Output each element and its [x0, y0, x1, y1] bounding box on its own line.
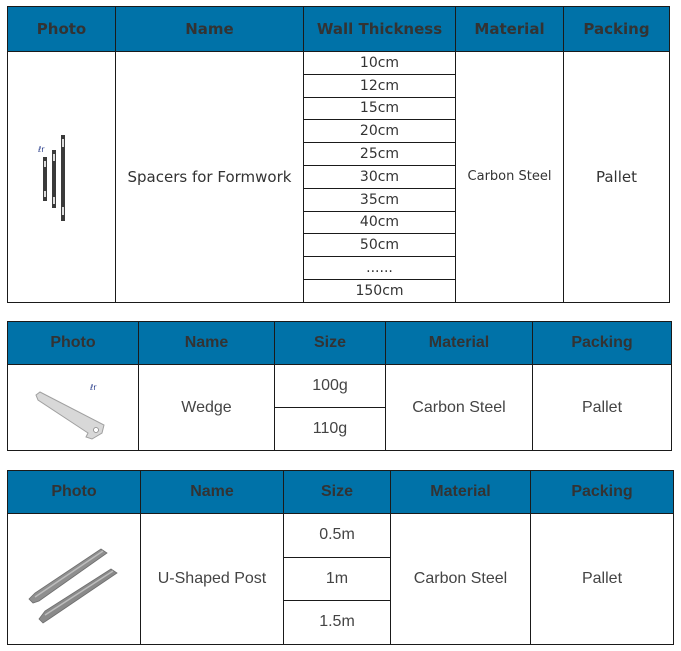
- size-cell: 12cm: [304, 74, 456, 97]
- size-cell: 30cm: [304, 165, 456, 188]
- product-name: Wedge: [139, 365, 275, 451]
- size-cell: ......: [304, 257, 456, 280]
- packing-cell: Pallet: [564, 52, 670, 303]
- photo-cell: [8, 365, 139, 451]
- spacers-table: [7, 6, 670, 303]
- table-header-row: [8, 471, 674, 514]
- svg-text:ℓr: ℓr: [90, 382, 97, 392]
- table-header-row: [8, 322, 672, 365]
- header-size: Size: [275, 322, 386, 365]
- wedge-image: [28, 373, 118, 443]
- size-cell: 1m: [284, 557, 391, 601]
- header-packing: Packing: [564, 7, 670, 52]
- header-photo: Photo: [8, 471, 141, 514]
- header-name: Name: [141, 471, 284, 514]
- header-material: Material: [391, 471, 531, 514]
- header-photo: Photo: [8, 322, 139, 365]
- header-material: Material: [456, 7, 564, 52]
- header-wall-thickness: Wall Thickness: [304, 7, 456, 52]
- header-size: Size: [284, 471, 391, 514]
- svg-text:ℓr: ℓr: [37, 144, 45, 154]
- size-cell: 40cm: [304, 211, 456, 234]
- header-packing: Packing: [533, 322, 672, 365]
- photo-cell: [8, 52, 116, 303]
- photo-cell: [8, 514, 141, 645]
- size-cell: 110g: [275, 408, 386, 451]
- size-cell: 20cm: [304, 120, 456, 143]
- product-name: U-Shaped Post: [141, 514, 284, 645]
- table-row: [8, 52, 670, 75]
- table-row: [8, 514, 674, 558]
- size-cell: 15cm: [304, 97, 456, 120]
- size-cell: 1.5m: [284, 601, 391, 645]
- u-shaped-post-image: [19, 529, 129, 629]
- header-photo: Photo: [8, 7, 116, 52]
- material-cell: Carbon Steel: [456, 52, 564, 303]
- header-material: Material: [386, 322, 533, 365]
- size-cell: 25cm: [304, 143, 456, 166]
- material-cell: Carbon Steel: [386, 365, 533, 451]
- size-cell: 100g: [275, 365, 386, 408]
- table-header-row: [8, 7, 670, 52]
- header-packing: Packing: [531, 471, 674, 514]
- table-row: [8, 365, 672, 408]
- size-cell: 150cm: [304, 279, 456, 302]
- product-name: Spacers for Formwork: [116, 52, 304, 303]
- spacer-bars-image: [32, 127, 92, 227]
- header-name: Name: [139, 322, 275, 365]
- material-cell: Carbon Steel: [391, 514, 531, 645]
- size-cell: 35cm: [304, 188, 456, 211]
- size-cell: 0.5m: [284, 514, 391, 558]
- packing-cell: Pallet: [531, 514, 674, 645]
- u-shaped-post-table: [7, 470, 674, 645]
- size-cell: 10cm: [304, 52, 456, 75]
- header-name: Name: [116, 7, 304, 52]
- size-cell: 50cm: [304, 234, 456, 257]
- packing-cell: Pallet: [533, 365, 672, 451]
- wedge-table: [7, 321, 672, 451]
